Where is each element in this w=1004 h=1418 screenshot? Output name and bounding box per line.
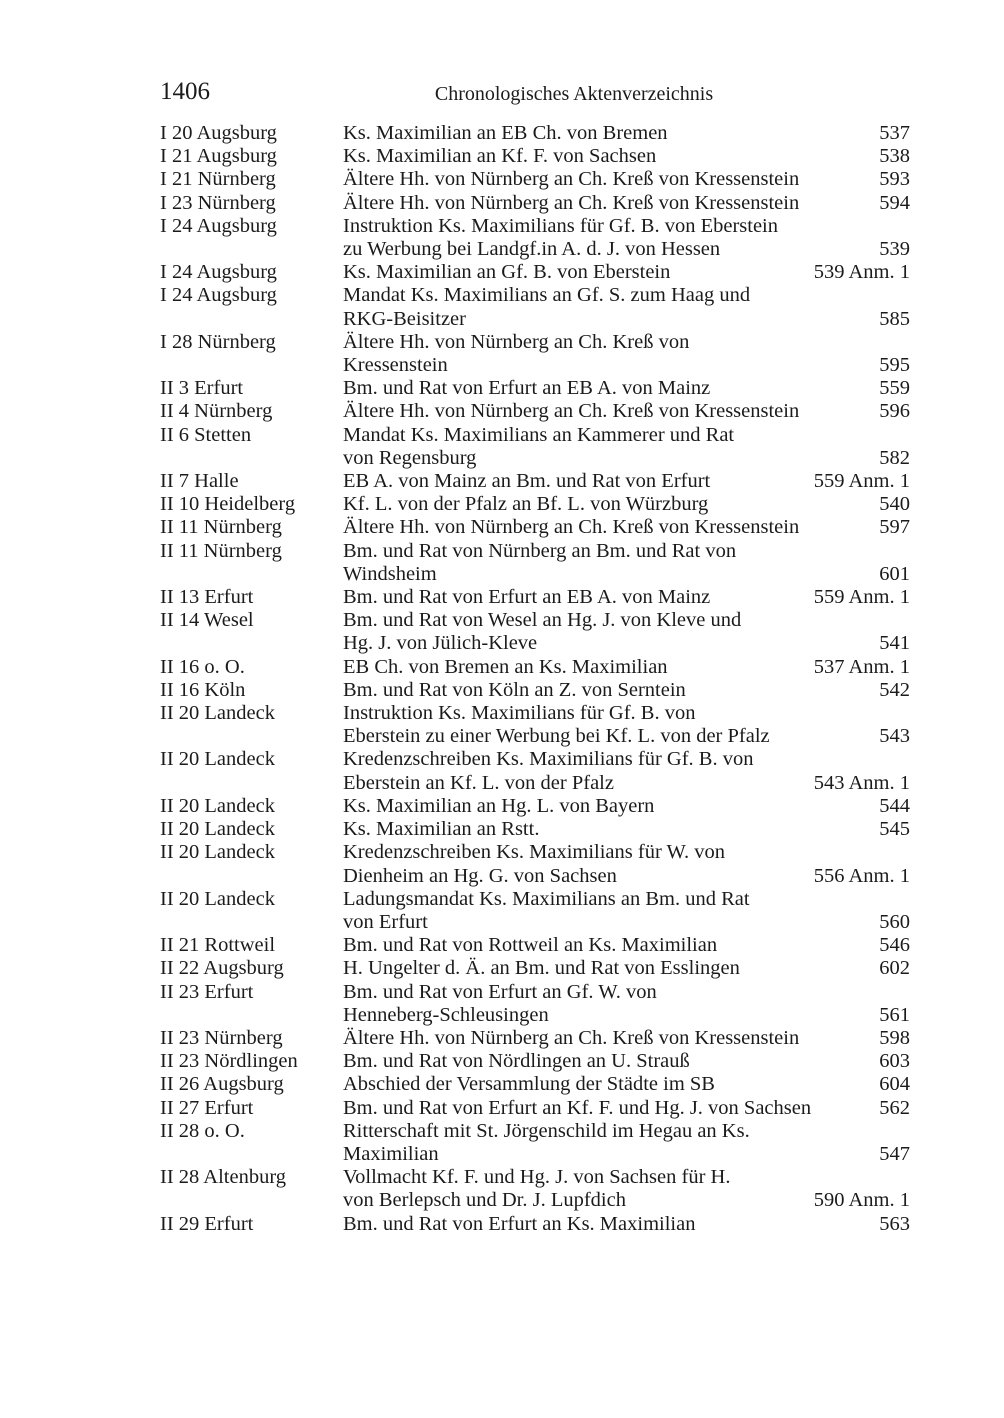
entry-reference: 602 (879, 957, 910, 980)
entry-description (343, 1120, 910, 1166)
entry-line (343, 748, 910, 771)
entry-line (343, 725, 910, 748)
entry-text: Ks. Maximilian an Rstt. (343, 818, 540, 841)
entry-line (343, 238, 910, 261)
list-item (160, 748, 910, 794)
entry-reference: 598 (879, 1026, 910, 1049)
entry-reference: 540 (879, 493, 910, 516)
entry-reference: 561 (879, 1003, 910, 1026)
entry-description (343, 145, 910, 168)
entry-line (343, 354, 910, 377)
list-item (160, 888, 910, 934)
entry-date: I 24 Augsburg (160, 214, 277, 237)
list-item (160, 261, 910, 284)
entry-description (343, 586, 910, 609)
entry-line (343, 818, 910, 841)
entry-date: II 20 Landeck (160, 887, 275, 910)
entry-text: Dienheim an Hg. G. von Sachsen (343, 864, 617, 887)
entry-description (343, 841, 910, 887)
entry-description (343, 888, 910, 934)
list-item (160, 1073, 910, 1096)
entry-line (343, 400, 910, 423)
entry-reference: 559 Anm. 1 (813, 470, 910, 493)
entry-reference: 562 (879, 1096, 910, 1119)
entry-text: Ritterschaft mit St. Jörgenschild im Hegau an Ks. (343, 1119, 750, 1142)
entry-description (343, 1097, 910, 1120)
entry-date: I 24 Augsburg (160, 261, 277, 284)
entry-text: Eberstein zu einer Werbung bei Kf. L. von der Pfalz (343, 725, 770, 748)
entry-date: II 13 Erfurt (160, 586, 254, 609)
entry-reference: 538 (879, 145, 910, 168)
entry-line (343, 1166, 910, 1189)
entry-reference: 563 (879, 1212, 910, 1235)
entry-text: Bm. und Rat von Erfurt an EB A. von Mainz (343, 586, 711, 609)
list-item (160, 168, 910, 191)
entry-line (343, 702, 910, 725)
entry-text: Kressenstein (343, 354, 448, 377)
entry-text: Kredenzschreiben Ks. Maximilians für W. von (343, 841, 726, 864)
list-item (160, 284, 910, 330)
entry-reference: 543 (879, 725, 910, 748)
entry-line (343, 841, 910, 864)
entry-text: EB A. von Mainz an Bm. und Rat von Erfurt (343, 470, 711, 493)
list-item (160, 470, 910, 493)
entry-line (343, 1004, 910, 1027)
entry-reference: 544 (879, 794, 910, 817)
entry-reference: 559 (879, 377, 910, 400)
list-item (160, 215, 910, 261)
entry-line (343, 981, 910, 1004)
entry-date: I 24 Augsburg (160, 284, 277, 307)
list-item (160, 192, 910, 215)
entry-line (343, 424, 910, 447)
entry-reference: 556 Anm. 1 (813, 864, 910, 887)
entry-date: II 23 Nürnberg (160, 1026, 283, 1049)
entry-line (343, 911, 910, 934)
entry-text: Windsheim (343, 562, 437, 585)
entry-line (343, 168, 910, 191)
entry-text: Vollmacht Kf. F. und Hg. J. von Sachsen für H. (343, 1166, 731, 1189)
entry-date: II 4 Nürnberg (160, 400, 273, 423)
entry-text: Ks. Maximilian an Gf. B. von Eberstein (343, 261, 671, 284)
entry-description (343, 981, 910, 1027)
entry-line (343, 1027, 910, 1050)
list-item (160, 1027, 910, 1050)
entry-line (343, 1189, 910, 1212)
list-item (160, 679, 910, 702)
entry-text: Ältere Hh. von Nürnberg an Ch. Kreß von (343, 330, 690, 353)
list-item (160, 934, 910, 957)
entry-date: II 11 Nürnberg (160, 516, 282, 539)
entry-description (343, 424, 910, 470)
entry-reference: 541 (879, 632, 910, 655)
entry-text: Ältere Hh. von Nürnberg an Ch. Kreß von Kressenstein (343, 516, 800, 539)
entry-date: II 10 Heidelberg (160, 493, 296, 516)
entry-reference: 547 (879, 1142, 910, 1165)
entry-date: II 21 Rottweil (160, 934, 276, 957)
entry-date: II 20 Landeck (160, 841, 275, 864)
list-item (160, 981, 910, 1027)
entry-date: II 3 Erfurt (160, 377, 244, 400)
entry-text: Ältere Hh. von Nürnberg an Ch. Kreß von Kressenstein (343, 168, 800, 191)
entry-reference: 582 (879, 446, 910, 469)
entry-text: Ältere Hh. von Nürnberg an Ch. Kreß von Kressenstein (343, 400, 800, 423)
entry-text: Bm. und Rat von Wesel an Hg. J. von Kleve und (343, 609, 742, 632)
list-item (160, 122, 910, 145)
entry-date: II 16 Köln (160, 678, 246, 701)
entry-date: I 28 Nürnberg (160, 330, 276, 353)
entry-reference: 596 (879, 400, 910, 423)
entry-date: II 7 Halle (160, 470, 239, 493)
entry-line (343, 1050, 910, 1073)
entry-description (343, 493, 910, 516)
entry-text: Mandat Ks. Maximilians an Kammerer und Rat (343, 423, 735, 446)
entry-date: I 21 Nürnberg (160, 168, 276, 191)
entry-date: II 28 o. O. (160, 1119, 245, 1142)
entry-text: Kf. L. von der Pfalz an Bf. L. von Würzburg (343, 493, 709, 516)
entry-line (343, 261, 910, 284)
entry-line (343, 447, 910, 470)
entry-line (343, 1213, 910, 1236)
entry-line (343, 145, 910, 168)
entry-reference: 597 (879, 516, 910, 539)
entry-line (343, 563, 910, 586)
list-item (160, 841, 910, 887)
entry-text: Eberstein an Kf. L. von der Pfalz (343, 771, 614, 794)
entry-reference: 539 (879, 238, 910, 261)
list-item (160, 400, 910, 423)
entry-line (343, 377, 910, 400)
entry-date: I 23 Nürnberg (160, 191, 276, 214)
entry-text: Bm. und Rat von Erfurt an Gf. W. von (343, 980, 657, 1003)
running-title: Chronologisches Aktenverzeichnis (434, 83, 714, 105)
entry-reference: 560 (879, 910, 910, 933)
entry-reference: 537 Anm. 1 (813, 655, 910, 678)
list-item (160, 331, 910, 377)
entry-text: Instruktion Ks. Maximilians für Gf. B. von (343, 702, 696, 725)
entry-text: von Erfurt (343, 910, 428, 933)
entry-reference: 542 (879, 678, 910, 701)
entry-line (343, 122, 910, 145)
entry-description (343, 679, 910, 702)
entry-description (343, 1073, 910, 1096)
entry-line (343, 192, 910, 215)
entry-description (343, 192, 910, 215)
entry-reference: 543 Anm. 1 (813, 771, 910, 794)
list-item (160, 656, 910, 679)
entry-description (343, 1050, 910, 1073)
entry-date: II 20 Landeck (160, 794, 275, 817)
entry-line (343, 609, 910, 632)
entry-line (343, 493, 910, 516)
list-item (160, 1120, 910, 1166)
list-item (160, 516, 910, 539)
entry-text: Ältere Hh. von Nürnberg an Ch. Kreß von Kressenstein (343, 1026, 800, 1049)
entry-description (343, 609, 910, 655)
list-item (160, 586, 910, 609)
entry-text: Ks. Maximilian an Kf. F. von Sachsen (343, 145, 657, 168)
entry-line (343, 656, 910, 679)
entry-line (343, 586, 910, 609)
entry-line (343, 632, 910, 655)
entry-text: Ks. Maximilian an Hg. L. von Bayern (343, 794, 655, 817)
entry-date: II 11 Nürnberg (160, 539, 282, 562)
entry-description (343, 934, 910, 957)
entry-date: II 26 Augsburg (160, 1073, 284, 1096)
entry-date: II 14 Wesel (160, 609, 254, 632)
entry-reference: 590 Anm. 1 (813, 1189, 910, 1212)
entry-description (343, 215, 910, 261)
entry-description (343, 470, 910, 493)
entry-description (343, 748, 910, 794)
entry-text: EB Ch. von Bremen an Ks. Maximilian (343, 655, 668, 678)
entry-date: I 20 Augsburg (160, 122, 277, 144)
entry-date: I 21 Augsburg (160, 145, 277, 168)
entry-description (343, 122, 910, 145)
list-item (160, 377, 910, 400)
entry-description (343, 1166, 910, 1212)
list-item (160, 145, 910, 168)
entry-date: II 16 o. O. (160, 655, 245, 678)
entry-line (343, 795, 910, 818)
entry-reference: 539 Anm. 1 (813, 261, 910, 284)
entry-text: Bm. und Rat von Erfurt an Ks. Maximilian (343, 1212, 696, 1235)
entry-text: Bm. und Rat von Rottweil an Ks. Maximilian (343, 934, 718, 957)
entry-date: II 20 Landeck (160, 818, 275, 841)
page-header (160, 76, 910, 108)
entry-line (343, 772, 910, 795)
entry-text: Bm. und Rat von Erfurt an Kf. F. und Hg. J. von Sachsen (343, 1096, 812, 1119)
entry-description (343, 702, 910, 748)
entry-date: II 6 Stetten (160, 423, 252, 446)
entry-reference: 545 (879, 818, 910, 841)
entry-line (343, 679, 910, 702)
entry-line (343, 865, 910, 888)
entry-description (343, 818, 910, 841)
entry-text: Mandat Ks. Maximilians an Gf. S. zum Haag und (343, 284, 751, 307)
entry-date: II 22 Augsburg (160, 957, 284, 980)
list-item (160, 493, 910, 516)
entry-description (343, 957, 910, 980)
entry-description (343, 1213, 910, 1236)
entry-text: Kredenzschreiben Ks. Maximilians für Gf. B. von (343, 748, 754, 771)
entry-text: Hg. J. von Jülich-Kleve (343, 632, 538, 655)
entry-reference: 537 (879, 122, 910, 144)
entry-description (343, 795, 910, 818)
entry-date: II 20 Landeck (160, 702, 275, 725)
page-number: 1406 (160, 78, 210, 105)
chronological-list (160, 122, 910, 1236)
entry-description (343, 1027, 910, 1050)
entry-description (343, 400, 910, 423)
entry-reference: 601 (879, 562, 910, 585)
entry-reference: 593 (879, 168, 910, 191)
entry-reference: 594 (879, 191, 910, 214)
entry-line (343, 1120, 910, 1143)
entry-text: zu Werbung bei Landgf.in A. d. J. von Hessen (343, 238, 721, 261)
entry-text: RKG-Beisitzer (343, 307, 466, 330)
entry-description (343, 331, 910, 377)
entry-text: von Regensburg (343, 446, 477, 469)
list-item (160, 609, 910, 655)
entry-description (343, 168, 910, 191)
entry-date: II 29 Erfurt (160, 1212, 254, 1235)
entry-text: Bm. und Rat von Köln an Z. von Serntein (343, 678, 686, 701)
list-item (160, 424, 910, 470)
list-item (160, 1166, 910, 1212)
entry-date: II 27 Erfurt (160, 1096, 254, 1119)
list-item (160, 957, 910, 980)
entry-reference: 595 (879, 354, 910, 377)
entry-line (343, 331, 910, 354)
entry-line (343, 284, 910, 307)
entry-text: Abschied der Versammlung der Städte im SB (343, 1073, 715, 1096)
entry-text: Ladungsmandat Ks. Maximilians an Bm. und Rat (343, 887, 750, 910)
entry-reference: 546 (879, 934, 910, 957)
entry-line (343, 308, 910, 331)
entry-text: Instruktion Ks. Maximilians für Gf. B. von Eberstein (343, 214, 779, 237)
entry-text: Henneberg-Schleusingen (343, 1003, 549, 1026)
entry-line (343, 470, 910, 493)
entry-description (343, 540, 910, 586)
entry-text: Ks. Maximilian an EB Ch. von Bremen (343, 122, 668, 144)
entry-reference: 603 (879, 1050, 910, 1073)
list-item (160, 795, 910, 818)
entry-line (343, 888, 910, 911)
list-item (160, 540, 910, 586)
entry-text: Bm. und Rat von Erfurt an EB A. von Mainz (343, 377, 711, 400)
list-item (160, 702, 910, 748)
entry-line (343, 1143, 910, 1166)
entry-line (343, 540, 910, 563)
entry-line (343, 957, 910, 980)
list-item (160, 1097, 910, 1120)
entry-text: Maximilian (343, 1142, 439, 1165)
entry-description (343, 261, 910, 284)
list-item (160, 1213, 910, 1236)
entry-line (343, 1073, 910, 1096)
entry-text: von Berlepsch und Dr. J. Lupfdich (343, 1189, 626, 1212)
entry-reference: 604 (879, 1073, 910, 1096)
entry-date: II 20 Landeck (160, 748, 275, 771)
entry-date: II 23 Erfurt (160, 980, 254, 1003)
entry-line (343, 215, 910, 238)
entry-line (343, 1097, 910, 1120)
entry-date: II 28 Altenburg (160, 1166, 287, 1189)
entry-date: II 23 Nördlingen (160, 1050, 298, 1073)
entry-description (343, 656, 910, 679)
entry-reference: 559 Anm. 1 (813, 586, 910, 609)
entry-line (343, 516, 910, 539)
entry-description (343, 377, 910, 400)
entry-reference: 585 (879, 307, 910, 330)
entry-description (343, 284, 910, 330)
list-item (160, 818, 910, 841)
entry-text: Bm. und Rat von Nördlingen an U. Strauß (343, 1050, 690, 1073)
list-item (160, 1050, 910, 1073)
entry-text: H. Ungelter d. Ä. an Bm. und Rat von Esslingen (343, 957, 740, 980)
entry-text: Ältere Hh. von Nürnberg an Ch. Kreß von Kressenstein (343, 191, 800, 214)
entry-description (343, 516, 910, 539)
entry-text: Bm. und Rat von Nürnberg an Bm. und Rat von (343, 539, 737, 562)
entry-line (343, 934, 910, 957)
